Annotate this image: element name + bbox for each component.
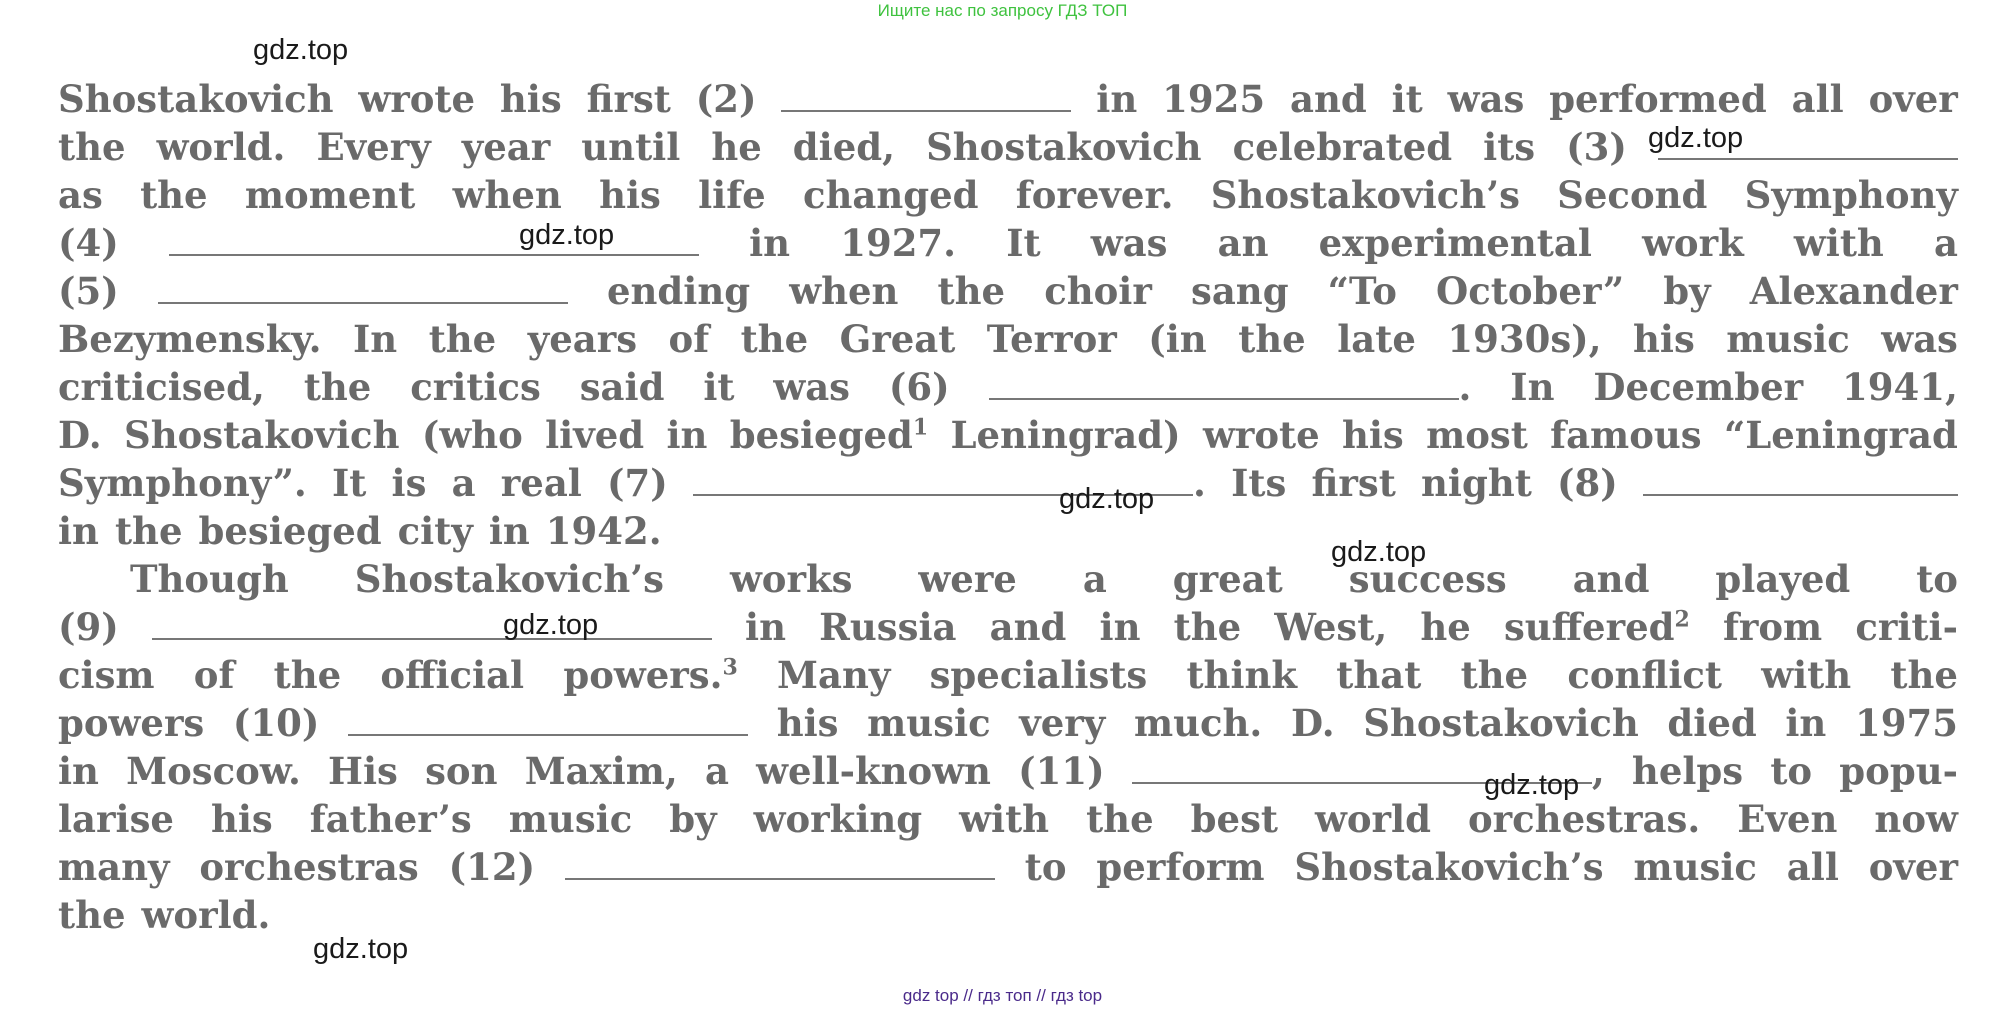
- word: by: [1663, 269, 1711, 313]
- word: Its: [1231, 461, 1287, 505]
- word: Shostakovich’s: [354, 557, 664, 601]
- word: the: [114, 509, 183, 553]
- word: died: [1667, 701, 1757, 745]
- word: D.: [1290, 701, 1335, 745]
- gap-number: (9): [58, 605, 119, 649]
- word: It: [1006, 221, 1041, 265]
- word: conflict: [1567, 653, 1723, 697]
- word: in: [488, 509, 530, 553]
- word: life: [698, 173, 766, 217]
- word: son: [425, 749, 498, 793]
- text-line: [58, 75, 1958, 123]
- text-line: [58, 555, 1958, 603]
- word: died,: [792, 125, 896, 169]
- word: he: [711, 125, 762, 169]
- word: in: [749, 221, 791, 265]
- word: perform: [1096, 845, 1265, 889]
- watermark: gdz.top: [253, 34, 349, 66]
- word: is: [391, 461, 427, 505]
- word: and: [1290, 77, 1367, 121]
- answer-blank-8[interactable]: [1643, 464, 1958, 496]
- word: specialists: [929, 653, 1148, 697]
- word: world.: [156, 125, 286, 169]
- word: very: [1019, 701, 1106, 745]
- word: Shostakovich: [58, 77, 334, 121]
- word: critics: [410, 365, 541, 409]
- watermark: gdz.top: [313, 933, 409, 965]
- word: night: [1421, 461, 1532, 505]
- word: first: [586, 77, 671, 121]
- word: the: [1173, 605, 1242, 649]
- text-line: [58, 843, 1958, 891]
- word: in: [1096, 77, 1138, 121]
- word: Bezymensky.: [58, 317, 322, 361]
- word: his: [599, 173, 661, 217]
- word: a: [1082, 557, 1107, 601]
- word: Shostakovich’s: [1210, 173, 1520, 217]
- gap-number: (2): [695, 77, 757, 121]
- word: orchestras: [199, 845, 419, 889]
- watermark: gdz.top: [1331, 536, 1427, 568]
- word: In: [353, 317, 398, 361]
- word: music: [867, 701, 991, 745]
- word: famous: [1550, 413, 1702, 457]
- word: many: [58, 845, 170, 889]
- answer-blank-6[interactable]: [989, 368, 1459, 400]
- footnote-mark: 2: [1674, 606, 1690, 633]
- word: popu-: [1839, 749, 1958, 793]
- word: 1942.: [545, 509, 662, 553]
- word: the: [1460, 653, 1529, 697]
- word: of: [193, 653, 235, 697]
- answer-blank-5[interactable]: [158, 272, 568, 304]
- text-line: [58, 315, 1958, 363]
- word: Shostakovich: [926, 125, 1202, 169]
- word: with: [1761, 653, 1852, 697]
- word: world: [1315, 797, 1431, 841]
- word: over: [1868, 845, 1958, 889]
- word: he: [1420, 605, 1471, 649]
- text-line: [58, 747, 1958, 795]
- word: all: [1786, 845, 1839, 889]
- word: “Leningrad: [1723, 413, 1958, 457]
- word: think: [1186, 653, 1298, 697]
- word: in: [1099, 605, 1141, 649]
- word: well-known: [756, 749, 991, 793]
- word: his: [499, 77, 562, 121]
- exercise-text: [58, 75, 1958, 939]
- word: wrote: [1202, 413, 1320, 457]
- blank-with-period: .: [989, 363, 1472, 411]
- text-line: [58, 171, 1958, 219]
- word: late: [1337, 317, 1416, 361]
- word: 1930s),: [1447, 317, 1602, 361]
- word: the: [58, 125, 126, 169]
- word: “To: [1327, 269, 1397, 313]
- word: his: [1633, 317, 1695, 361]
- word: years: [527, 317, 638, 361]
- word: with: [959, 797, 1050, 841]
- word-with-footnote: [730, 411, 928, 459]
- gap-number: (8): [1557, 461, 1618, 505]
- word: Maxim,: [524, 749, 678, 793]
- word: lived: [545, 413, 645, 457]
- word: were: [918, 557, 1017, 601]
- gap-number: (4): [58, 221, 119, 265]
- gap-number: (10): [232, 701, 320, 745]
- word: the: [140, 173, 208, 217]
- word: forever.: [1015, 173, 1174, 217]
- word: in: [745, 605, 787, 649]
- watermark: gdz.top: [1484, 769, 1580, 801]
- word: its: [1483, 125, 1536, 169]
- word: from: [1722, 605, 1823, 649]
- word: 1975: [1854, 701, 1958, 745]
- word: success: [1348, 557, 1507, 601]
- word: the: [303, 365, 372, 409]
- word: when: [452, 173, 562, 217]
- word: said: [579, 365, 665, 409]
- word: Though: [130, 557, 289, 601]
- word: the: [937, 269, 1006, 313]
- word: Symphony: [1744, 173, 1958, 217]
- word: was: [1090, 221, 1168, 265]
- word: suffered: [1503, 605, 1675, 649]
- word: (who: [421, 413, 523, 457]
- word: in: [58, 509, 99, 553]
- word-with-footnote: [1504, 603, 1690, 651]
- word: the: [58, 893, 126, 937]
- word: Shostakovich: [123, 413, 400, 457]
- watermark: gdz.top: [519, 219, 615, 251]
- word: wrote: [358, 77, 476, 121]
- word: D.: [58, 413, 102, 457]
- word: sang: [1190, 269, 1289, 313]
- word: year: [461, 125, 551, 169]
- word: father’s: [309, 797, 472, 841]
- word: was: [773, 365, 850, 409]
- word: It: [331, 461, 367, 505]
- word: 1925: [1162, 77, 1266, 121]
- word: Second: [1557, 173, 1708, 217]
- word: In: [1510, 365, 1555, 409]
- word: in: [666, 413, 708, 457]
- word: the: [740, 317, 809, 361]
- gap-number: (3): [1566, 125, 1627, 169]
- word: changed: [802, 173, 979, 217]
- word: and: [989, 605, 1067, 649]
- text-line: [58, 699, 1958, 747]
- word: to: [1916, 557, 1958, 601]
- word: Shostakovich’s: [1294, 845, 1604, 889]
- word: much.: [1133, 701, 1263, 745]
- word: West,: [1274, 605, 1388, 649]
- word: music: [508, 797, 633, 841]
- word: 1927.: [840, 221, 957, 265]
- word: with: [1793, 221, 1884, 265]
- footnote-mark: 1: [912, 414, 929, 441]
- word: the: [1086, 797, 1154, 841]
- word: that: [1336, 653, 1422, 697]
- answer-blank-12[interactable]: [565, 848, 995, 880]
- word: in: [58, 749, 99, 793]
- word: Symphony”.: [58, 461, 307, 505]
- word: 1941,: [1842, 365, 1958, 409]
- text-line: [58, 411, 1958, 459]
- word: the: [273, 653, 342, 697]
- watermark: gdz.top: [1648, 122, 1744, 154]
- text-line: [58, 651, 1958, 699]
- word: to: [1024, 845, 1067, 889]
- gap-number: (12): [448, 845, 536, 889]
- word: was: [1881, 317, 1958, 361]
- word: working: [753, 797, 923, 841]
- word: Terror: [986, 317, 1117, 361]
- gap-number: (7): [607, 461, 668, 505]
- word: his: [776, 701, 839, 745]
- answer-blank-9[interactable]: [152, 608, 712, 640]
- word: now: [1874, 797, 1958, 841]
- word: criti-: [1855, 605, 1958, 649]
- word: to: [1770, 749, 1813, 793]
- word: cism: [58, 653, 155, 697]
- word: when: [789, 269, 899, 313]
- word: besieged: [729, 413, 913, 457]
- word: larise: [58, 797, 174, 841]
- word: was: [1447, 77, 1525, 121]
- gap-number: (6): [888, 365, 950, 409]
- word: music: [1633, 845, 1757, 889]
- answer-blank-4[interactable]: [169, 224, 699, 256]
- word: as: [58, 173, 103, 217]
- top-search-banner: Ищите нас по запросу ГДЗ ТОП: [877, 1, 1128, 20]
- word: the: [1238, 317, 1306, 361]
- gap-number: (5): [58, 269, 119, 313]
- word: real: [500, 461, 582, 505]
- word: an: [1217, 221, 1269, 265]
- answer-blank-10[interactable]: [348, 704, 748, 736]
- text-line: [58, 459, 1958, 507]
- word: all: [1791, 77, 1844, 121]
- word: Great: [839, 317, 956, 361]
- word: Moscow.: [126, 749, 301, 793]
- word: helps: [1631, 749, 1744, 793]
- word: celebrated: [1232, 125, 1453, 169]
- text-line: [58, 219, 1958, 267]
- word: Russia: [819, 605, 957, 649]
- word: of: [668, 317, 710, 361]
- watermark: gdz.top: [1059, 483, 1155, 515]
- text-line: [58, 363, 1958, 411]
- blank-with-comma: ,: [1132, 747, 1605, 795]
- word: best: [1190, 797, 1278, 841]
- word: Shostakovich: [1363, 701, 1639, 745]
- word: world.: [141, 893, 271, 937]
- word: works: [729, 557, 853, 601]
- text-line: [58, 603, 1958, 651]
- word: until: [581, 125, 681, 169]
- word: played: [1715, 557, 1851, 601]
- text-line: [58, 507, 1958, 555]
- word: his: [1341, 413, 1404, 457]
- text-line: [58, 267, 1958, 315]
- word: a: [1933, 221, 1958, 265]
- word: His: [328, 749, 398, 793]
- word-with-footnote: [563, 651, 737, 699]
- answer-blank-2[interactable]: [781, 80, 1071, 112]
- word: Alexander: [1749, 269, 1958, 313]
- word: and: [1572, 557, 1650, 601]
- text-line: [58, 795, 1958, 843]
- word: it: [703, 365, 735, 409]
- word: Even: [1737, 797, 1838, 841]
- word: December: [1593, 365, 1804, 409]
- word: Every: [316, 125, 431, 169]
- word: the: [428, 317, 497, 361]
- word: orchestras.: [1467, 797, 1701, 841]
- word: Leningrad): [950, 413, 1181, 457]
- word: choir: [1044, 269, 1152, 313]
- word: besieged: [198, 509, 382, 553]
- word: powers.: [563, 653, 723, 697]
- word: his: [210, 797, 273, 841]
- word: over: [1868, 77, 1958, 121]
- word: moment: [244, 173, 416, 217]
- word: October”: [1436, 269, 1625, 313]
- word: powers: [58, 701, 205, 745]
- word: performed: [1549, 77, 1767, 121]
- word: city: [397, 509, 473, 553]
- word: in: [1785, 701, 1827, 745]
- word: by: [669, 797, 717, 841]
- footer-links: gdz top // гдз топ // гдз top: [902, 986, 1103, 1005]
- word: Many: [777, 653, 891, 697]
- watermark: gdz.top: [503, 609, 599, 641]
- word: music: [1726, 317, 1850, 361]
- word: ending: [606, 269, 751, 313]
- word: criticised,: [58, 365, 265, 409]
- gap-number: (11): [1018, 749, 1105, 793]
- word: first: [1311, 461, 1396, 505]
- footnote-mark: 3: [722, 654, 738, 681]
- word: work: [1642, 221, 1744, 265]
- word: (in: [1148, 317, 1207, 361]
- word: the: [1890, 653, 1958, 697]
- word: experimental: [1318, 221, 1592, 265]
- word: most: [1426, 413, 1528, 457]
- word: official: [380, 653, 525, 697]
- blank-with-period: .: [693, 459, 1206, 507]
- word: a: [451, 461, 476, 505]
- word: it: [1391, 77, 1423, 121]
- word: a: [704, 749, 729, 793]
- word: great: [1172, 557, 1283, 601]
